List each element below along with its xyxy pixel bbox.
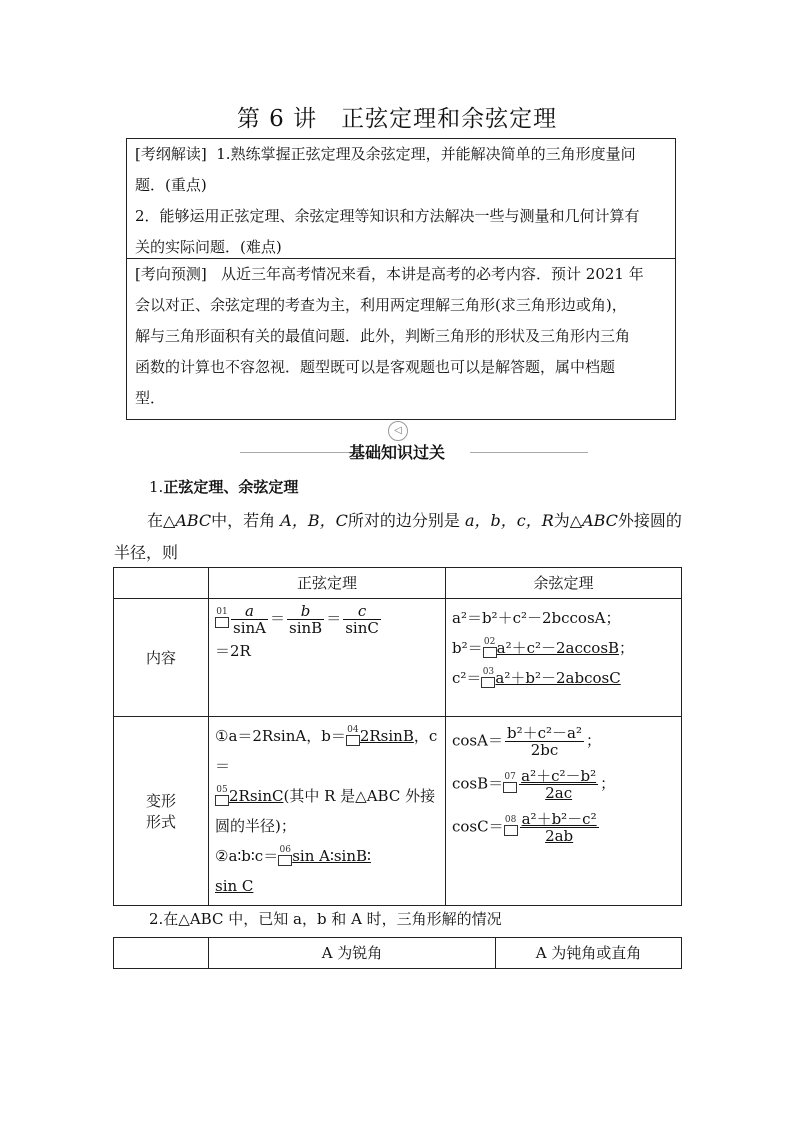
forecast-line1: [考向预测] 从近三年高考情况来看，本讲是高考的必考内容．预计 2021 年 xyxy=(135,265,644,283)
table-corner xyxy=(114,938,209,969)
fraction: $\frac{\text{a²＋b²－c²}}{2ab}$ xyxy=(521,810,597,845)
answer-blank: 07 xyxy=(503,773,517,796)
solution-cases-table xyxy=(113,937,682,969)
answer-blank: 03 xyxy=(481,668,495,691)
fraction: $\frac{\text{b²＋c²－a²}}{2bc}$ xyxy=(506,724,582,759)
heading-2: 2.在△ABC 中，已知 a，b 和 A 时，三角形解的情况 xyxy=(149,910,502,928)
fraction: $\frac{c}{\sin C}$ xyxy=(345,602,379,637)
cosine-content-cell xyxy=(446,599,682,717)
cosine-law-c: c²＝03 a²＋b²－2abcosC xyxy=(452,663,675,693)
cosine-variants-cell: cosA＝ $\frac{\text{b²＋c²－a²}}{2bc}$ ； cosB＝07 $\frac{\text{a²＋c²－b²}}{2ac}$ ； cosC＝08 $\frac{\text{a²＋b²－c²}}{2ab}$ xyxy=(446,717,682,906)
fraction: $\frac{b}{\sin B}$ xyxy=(289,602,323,637)
answer-blank: 04 xyxy=(346,726,360,749)
cosine-law-b: b²＝02 a²＋c²－2accosB； xyxy=(452,633,675,663)
row-label-variants: 变形 形式 xyxy=(114,717,209,906)
syllabus-line2b: 关的实际问题．(难点) xyxy=(135,238,282,256)
answer-blank: 08 xyxy=(504,816,518,839)
row-label-content: 内容 xyxy=(114,599,209,717)
forecast-box xyxy=(126,258,676,420)
header-acute: A 为锐角 xyxy=(209,938,496,969)
answer-blank: 05 xyxy=(215,786,229,809)
theorem-table xyxy=(113,567,682,906)
table-corner xyxy=(114,568,209,599)
forecast-line2: 会以对正、余弦定理的考查为主，利用两定理解三角形(求三角形边或角)， xyxy=(135,296,627,314)
header-cosine: 余弦定理 xyxy=(446,568,682,599)
header-sine: 正弦定理 xyxy=(209,568,446,599)
header-obtuse: A 为钝角或直角 xyxy=(496,938,682,969)
syllabus-line2: 2．能够运用正弦定理、余弦定理等知识和方法解决一些与测量和几何计算有 xyxy=(135,207,640,225)
intro-paragraph: 在△ABC中，若角 A，B，C所对的边分别是 a，b，c，R为△ABC外接圆的半径，则 xyxy=(114,511,682,562)
answer-blank: 02 xyxy=(483,638,497,661)
sine-content-cell: 01 $\frac{a}{\sin A}$ ＝ $\frac{b}{\sin B}$ ＝ $\frac{c}{\sin C}$ ＝2R xyxy=(209,599,446,717)
syllabus-line1: [考纲解读] 1.熟练掌握正弦定理及余弦定理，并能解决简单的三角形度量问 xyxy=(135,145,636,163)
section-title: 基础知识过关 xyxy=(348,443,445,462)
sine-equals-2r: ＝2R xyxy=(215,642,251,660)
forecast-line3: 解与三角形面积有关的最值问题．此外，判断三角形的形状及三角形内三角 xyxy=(135,327,631,345)
fraction: $\frac{a}{\sin A}$ xyxy=(233,602,266,637)
forecast-line5: 型． xyxy=(135,389,166,407)
heading-1: 1.正弦定理、余弦定理 xyxy=(149,478,299,496)
answer-blank: 01 xyxy=(215,608,229,631)
page-title: 第 6 讲 正弦定理和余弦定理 xyxy=(236,106,558,132)
forecast-line4: 函数的计算也不容忽视．题型既可以是客观题也可以是解答题，属中档题 xyxy=(135,358,616,376)
syllabus-tag: [考纲解读] xyxy=(135,145,207,163)
forecast-tag: [考向预测] xyxy=(135,265,207,283)
answer-blank: 06 xyxy=(278,846,292,869)
cosine-law-a: a²＝b²＋c²－2bccosA； xyxy=(452,609,621,627)
syllabus-box xyxy=(126,138,676,259)
fraction: $\frac{\text{a²＋c²－b²}}{2ac}$ xyxy=(521,767,597,802)
decorative-circle-icon: ◁ xyxy=(388,421,408,441)
sine-variants-cell: ①a＝2RsinA，b＝04 2RsinB，c＝ 05 2RsinC(其中 R 是△ABC 外接 圆的半径)； ②a∶b∶c＝06 sin A∶sinB∶ sin C xyxy=(209,717,446,906)
syllabus-line1b: 题．(重点) xyxy=(135,176,207,194)
